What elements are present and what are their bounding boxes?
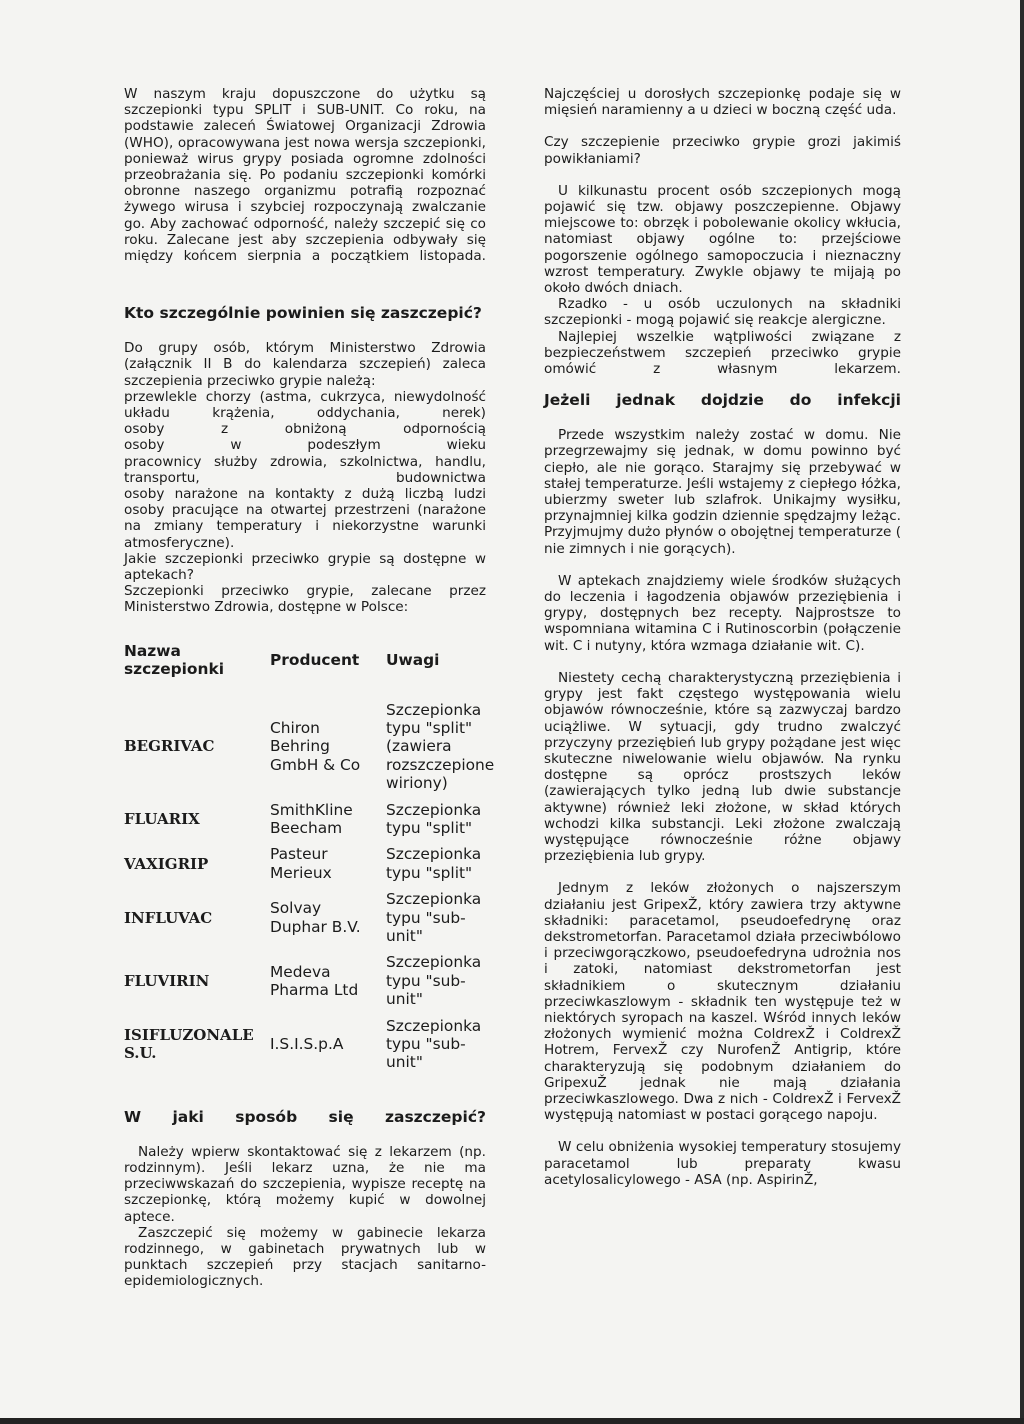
vaccine-name: INFLUVAC: [124, 908, 213, 927]
vaccine-producer: SmithKline Beecham: [270, 800, 353, 837]
vaccine-producer: I.S.I.S.p.A: [270, 1035, 344, 1053]
vaccine-name: ISIFLUZONALE S.U.: [124, 1025, 254, 1063]
vaccine-notes: Szczepionka typu "split": [386, 800, 482, 837]
table-header-row: [124, 642, 504, 701]
scan-edge-right: [1020, 0, 1024, 1424]
list-item: osoby z obniżoną odpornością: [124, 421, 486, 438]
fever-paragraph: W celu obniżenia wysokiej temperatury stosujemy paracetamol lub preparaty kwasu acetylosalicylowego - ASA (np. AspirinŽ,: [544, 1139, 901, 1188]
vaccine-name: VAXIGRIP: [124, 854, 209, 873]
scan-edge-bottom: [0, 1418, 1024, 1424]
answer-pharmacy: Szczepionki przeciwko grypie, zalecane przez Ministerstwo Zdrowia, dostępne w Polsce:: [124, 583, 486, 616]
who-intro-paragraph: Do grupy osób, którym Ministerstwo Zdrowia (załącznik II B do kalendarza szczepień) zaleca szczepienia przeciwko grypie należą:: [124, 340, 486, 389]
vaccine-name: FLUVIRIN: [124, 971, 210, 990]
consult-doctor-paragraph: Najlepiej wszelkie wątpliwości związane z bezpieczeństwem szczepień przeciwko grypie omówić z własnym lekarzem.: [544, 328, 901, 378]
list-item: przewlekle chorzy (astma, cukrzyca, niewydolność układu krążenia, oddychania, nerek): [124, 388, 486, 422]
heading-infection: Jeżeli jednak dojdzie do infekcji: [544, 391, 901, 410]
vaccine-notes: Szczepionka typu "split" (zawiera rozszczepione wiriony): [386, 700, 495, 793]
table-row: [124, 845, 504, 890]
vaccine-name: BEGRIVAC: [124, 737, 215, 756]
heading-how-to-vaccinate: W jaki sposób się zaszczepić?: [124, 1107, 486, 1126]
column-header-name: Nazwa szczepionki: [124, 641, 224, 679]
allergy-paragraph: Rzadko - u osób uczulonych na składniki szczepionki - mogą pojawić się reakcje alergiczne.: [544, 296, 901, 329]
vaccine-producer: Pasteur Merieux: [270, 845, 332, 882]
table-row: [124, 801, 504, 846]
side-effects-paragraph: U kilkunastu procent osób szczepionych mogą pojawić się tzw. objawy poszczepienne. Objawy miejscowe to: obrzęk i pobolewanie okolicy wkłucia, natomiast objawy ogólne to: przejściowe pogorszenie ogólnego samopoczucia i nieznaczny wzrost temperatury. Zwykle objawy te mijają po około dwóch dniach.: [544, 182, 901, 297]
combined-medicines-paragraph: Niestety cechą charakterystyczną przeziębienia i grypy jest fakt częstego występowania wielu objawów równocześnie, które są zazwyczaj bardzo uciążliwe. W sytuacji, gdy trudno zwalczyć przyczyny przeziębień lub grypy pożądane jest więc skuteczne niwelowanie wielu objawów. Na rynku dostępne są oprócz prostszych leków (zawierających tylko jedną lub dwie substancje aktywne) również leki złożone, w skład których wchodzi kilka substancji. Leki złożone zwalczają występujące równocześnie różne objawy przeziębienia lub grypy.: [544, 669, 901, 865]
heading-who-should-vaccinate: Kto szczególnie powinien się zaszczepić?: [124, 304, 482, 323]
stay-home-paragraph: Przede wszystkim należy zostać w domu. Nie przegrzewajmy się jednak, w domu powinno być ciepło, ale nie gorąco. Starajmy się przebywać w stałej temperaturze. Jeśli wstajemy z ciepłego łóżka, ubierzmy sweter lub szlafrok. Unikajmy wysiłku, przynajmniej kilka godzin dziennie spędzajmy leżąc. Przyjmujmy dużo płynów o obojętnej temperaturze ( nie zimnych i nie gorących).: [544, 427, 901, 557]
left-column: [124, 86, 495, 1290]
vaccine-name: FLUARIX: [124, 809, 200, 828]
vaccine-producer: Chiron Behring GmbH & Co: [270, 718, 361, 774]
vaccine-notes: Szczepionka typu "sub-unit": [386, 890, 482, 945]
table-row: [124, 890, 504, 953]
vaccine-producer: Medeva Pharma Ltd: [270, 962, 359, 999]
table-row: [124, 701, 504, 801]
risk-group-list: [124, 389, 486, 551]
list-item: osoby narażone na kontakty z dużą liczbą ludzi: [124, 486, 486, 503]
gripex-paragraph: Jednym z leków złożonych o najszerszym działaniu jest GripexŽ, który zawiera trzy aktywne składniki: paracetamol, pseudoefedrynę oraz dekstrometorfan. Paracetamol działa przeciwbólowo i przeciwgorączkowo, pseudoefedryna udrożnia nos i zatoki, natomiast dekstrometorfan jest składnikiem o skutecznym działaniu przeciwkaszlowym - składnik ten występuje też w niektórych syropach na kaszel. Wśród innych leków złożonych wymienić można ColdrexŽ i ColdrexŽ Hotrem, FervexŽ czy NurofenŽ Antigrip, które charakteryzują się podobnym działaniem do GripexuŽ jednak nie mają działania przeciwkaszlowego. Dwa z nich - ColdrexŽ i FervexŽ występują natomiast w postaci gorącego napoju.: [544, 880, 901, 1124]
vaccine-table: [124, 642, 504, 1080]
question-pharmacy: Jakie szczepionki przeciwko grypie są dostępne w aptekach?: [124, 550, 486, 584]
pharmacy-remedies-paragraph: W aptekach znajdziemy wiele środków służących do leczenia i łagodzenia objawów przeziębienia i grypy, dostępnych bez recepty. Najprostsze to wspomniana witamina C i Rutinoscorbin (połączenie wit. C i nutyny, która wzmaga działanie wit. C).: [544, 572, 901, 654]
intro-paragraph: W naszym kraju dopuszczone do użytku są szczepionki typu SPLIT i SUB-UNIT. Co roku, na podstawie zaleceń Światowej Organizacji Zdrowia (WHO), opracowywana jest nowa wersja szczepionki, ponieważ wirus grypy posiada ogromne zdolności przeobrażania się. Po podaniu szczepionki komórki obronne naszego organizmu potrafią rozpoznać żywego wirusa i szybciej rozpoczynają zwalczanie go. Aby zachować odporność, należy szczepić się co roku. Zalecane jest aby szczepienia odbywały się między końcem sierpnia a początkiem listopada.: [124, 86, 486, 265]
vaccine-notes: Szczepionka typu "sub-unit": [386, 1016, 482, 1072]
complications-question: Czy szczepienie przeciwko grypie grozi jakimiś powikłaniami?: [544, 134, 901, 167]
vaccine-notes: Szczepionka typu "split": [386, 845, 482, 882]
right-column: [544, 86, 901, 1188]
list-item: osoby w podeszłym wieku: [124, 437, 486, 454]
list-item: pracownicy służby zdrowia, szkolnictwa, handlu, transportu, budownictwa: [124, 453, 486, 486]
injection-site-paragraph: Najczęściej u dorosłych szczepionkę podaje się w mięsień naramienny a u dzieci w boczną część uda.: [544, 86, 901, 119]
column-header-notes: Uwagi: [386, 650, 440, 669]
column-header-producer: Producent: [270, 650, 360, 669]
list-item: osoby pracujące na otwartej przestrzeni (narażone na zmiany temperatury i niekorzystne warunki atmosferyczne).: [124, 502, 486, 551]
vaccine-notes: Szczepionka typu "sub-unit": [386, 953, 482, 1009]
vaccine-producer: Solvay Duphar B.V.: [270, 899, 361, 936]
how-paragraph-1: Należy wpierw skontaktować się z lekarzem (np. rodzinnym). Jeśli lekarz uzna, że nie ma przeciwwskazań do szczepienia, wypisze receptę na szczepionkę, którą możemy kupić w dowolnej aptece.: [124, 1143, 486, 1225]
table-row: [124, 953, 504, 1016]
how-paragraph-2: Zaszczepić się możemy w gabinecie lekarza rodzinnego, w gabinetach prywatnych lub w punktach szczepień przy stacjach sanitarno-epidemiologicznych.: [124, 1224, 486, 1290]
table-row: [124, 1017, 504, 1080]
